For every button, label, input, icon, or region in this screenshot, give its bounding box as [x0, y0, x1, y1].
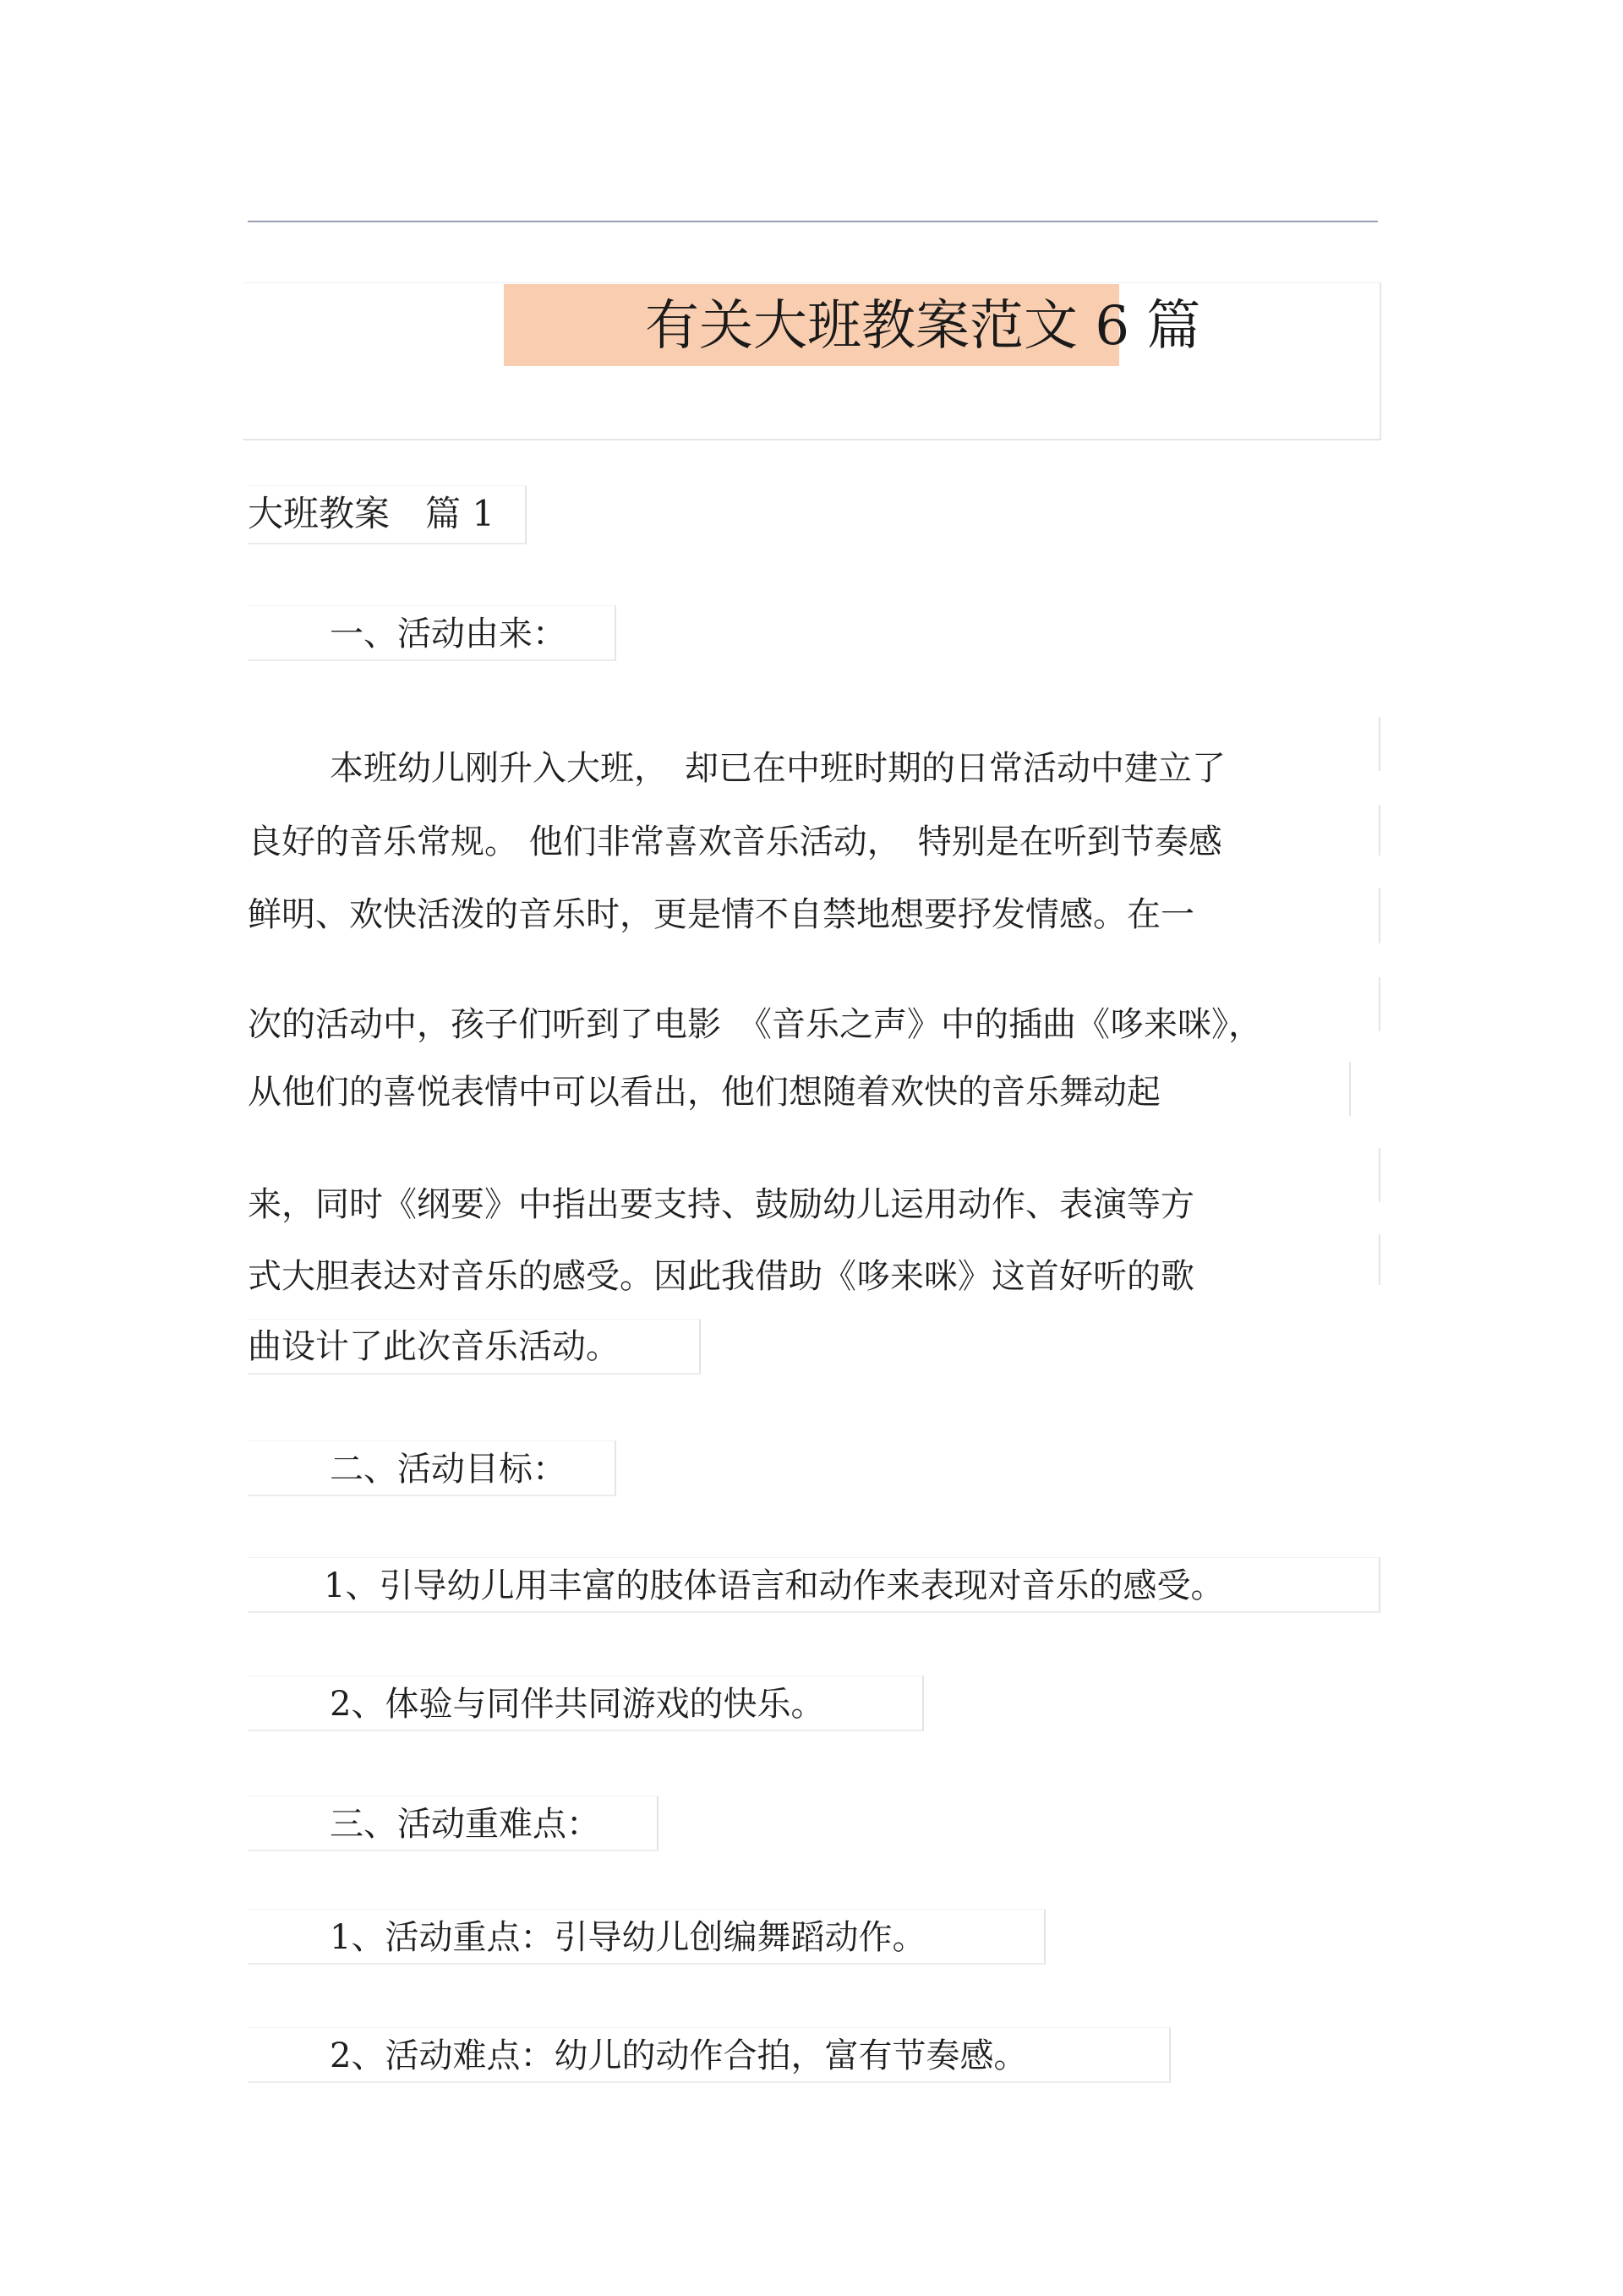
section-heading: 大班教案 篇 1: [248, 493, 495, 534]
paragraph-line-4: 次的活动中，孩子们听到了电影 《音乐之声》中的插曲《哆来咪》，: [248, 1005, 1262, 1044]
paragraph-line-1: 本班幼儿刚升入大班， 却已在中班时期的日常活动中建立了: [330, 749, 1226, 788]
header-rule: [248, 221, 1378, 222]
goal-item-1: 1、引导幼儿用丰富的肢体语言和动作来表现对音乐的感受。: [324, 1566, 1225, 1605]
paragraph-line-7: 式大胆表达对音乐的感受。因此我借助《哆来咪》这首好听的歌: [248, 1257, 1194, 1296]
paragraph-line-2: 良好的音乐常规。 他们非常喜欢音乐活动， 特别是在听到节奏感: [248, 823, 1222, 861]
heading-goals: 二、活动目标：: [330, 1450, 566, 1489]
heading-origin: 一、活动由来：: [330, 615, 566, 653]
document-title: 有关大班教案范文 6 篇: [645, 295, 1201, 358]
key-point-item-2: 2、活动难点：幼儿的动作合拍，富有节奏感。: [330, 2036, 1028, 2075]
paragraph-line-3: 鲜明、欢快活泼的音乐时，更是情不自禁地想要抒发情感。在一: [248, 895, 1194, 934]
key-point-item-1: 1、活动重点：引导幼儿创编舞蹈动作。: [330, 1918, 926, 1957]
paragraph-line-5: 从他们的喜悦表情中可以看出，他们想随着欢快的音乐舞动起: [248, 1073, 1161, 1112]
paragraph-line-6: 来，同时《纲要》中指出要支持、鼓励幼儿运用动作、表演等方: [248, 1185, 1194, 1224]
heading-key-points: 三、活动重难点：: [330, 1805, 600, 1844]
goal-item-2: 2、体验与同伴共同游戏的快乐。: [330, 1685, 825, 1724]
paragraph-line-8: 曲设计了此次音乐活动。: [248, 1327, 620, 1366]
